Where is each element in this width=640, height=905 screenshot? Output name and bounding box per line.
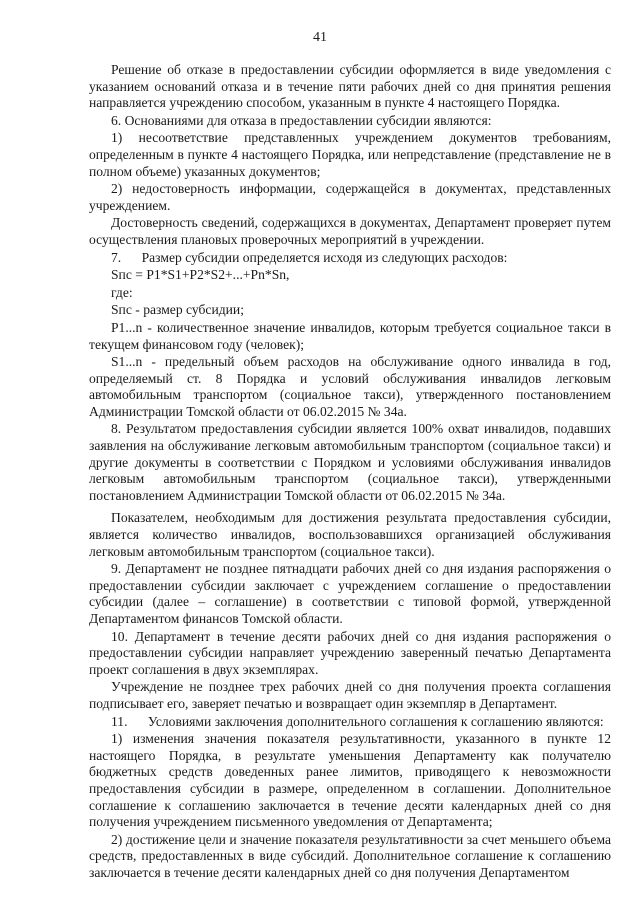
page-number: 41 — [313, 30, 327, 45]
paragraph-9: 9. Департамент не позднее пятнадцати рабочих дней со дня издания распоряжения о предоставлении субсидии заключает с учреждением соглашение о предоставлении субсидии (далее – соглашение) в соответствии с типовой формой, утвержденной Департаментом финансов Томской области. — [89, 561, 611, 626]
formula-def-s1n: S1...n - предельный объем расходов на обслуживание одного инвалида в год, определяемый ст. 8 Порядка и условий обслуживания инвалидов легковым автомобильным транспортом (социальное такси), утвержденного постановлением Администрации Томской области от 06.02.2015 № 34а. — [89, 354, 611, 419]
formula-def-s: Sпс - размер субсидии; — [111, 302, 244, 318]
paragraph-8: 8. Результатом предоставления субсидии является 100% охват инвалидов, подавших заявления на обслуживание легковым автомобильным транспортом (социальное такси) и другие документы в соответствии с Порядком и условиями обслуживания инвалидов легковым автомобильным транспортом (социальное такси), утвержденными постановлением Администрации Томской области от 06.02.2015 № 34а. — [89, 421, 611, 503]
paragraph-refusal-notice: Решение об отказе в предоставлении субсидии оформляется в виде уведомления с указанием оснований отказа и в течение пяти рабочих дней со дня принятия решения направляется учреждению способом, указанным в пункте 4 настоящего Порядка. — [89, 62, 611, 111]
paragraph-7-heading: 7. Размер субсидии определяется исходя из следующих расходов: — [111, 249, 508, 265]
paragraph-11-heading: 11. Условиями заключения дополнительного соглашения к соглашению являются: — [111, 713, 604, 729]
paragraph-11-item-1: 1) изменения значения показателя результативности, указанного в пункте 12 настоящего Порядка, в результате уменьшения Департаменту как получателю бюджетных средств доведенных ранее лимитов, приводящего к невозможности предоставления субсидии в размере, определенном в соглашении. Дополнительное соглашение к соглашению заключается в течение десяти календарных дней со дня получения учреждением письменного уведомления от Департамента; — [89, 731, 611, 830]
formula: Sпс = P1*S1+P2*S2+...+Pn*Sn, — [111, 267, 290, 283]
formula-where: где: — [111, 284, 133, 300]
paragraph-reliability-check: Достоверность сведений, содержащихся в документах, Департамент проверяет путем осуществления плановых проверочных мероприятий в учреждении. — [89, 215, 611, 247]
paragraph-10-return: Учреждение не позднее трех рабочих дней со дня получения проекта соглашения подписывает его, заверяет печатью и возвращает один экземпляр в Департамент. — [89, 679, 611, 711]
paragraph-6-item-1: 1) несоответствие представленных учреждением документов требованиям, определенным в пункте 4 настоящего Порядка, или непредставление (представление не в полном объеме) указанных документов; — [89, 130, 611, 179]
paragraph-6-heading: 6. Основаниями для отказа в предоставлении субсидии являются: — [111, 112, 492, 128]
paragraph-10: 10. Департамент в течение десяти рабочих дней со дня издания распоряжения о предоставлении субсидии направляет учреждению заверенный печатью Департамента проект соглашения в двух экземплярах. — [89, 628, 611, 677]
paragraph-6-item-2: 2) недостоверность информации, содержащейся в документах, представленных учреждением. — [89, 181, 611, 213]
paragraph-indicator: Показателем, необходимым для достижения результата предоставления субсидии, является количество инвалидов, воспользовавшихся организацией обслуживания легковым автомобильным транспортом (социальное такси). — [89, 510, 611, 559]
document-body — [89, 62, 611, 882]
paragraph-11-item-2: 2) достижение цели и значение показателя результативности за счет меньшего объема средств, предоставленных в виде субсидий. Дополнительное соглашение к соглашению заключается в течение десяти календарных дней со дня получения Департаментом — [89, 831, 611, 880]
formula-def-p: P1...n - количественное значение инвалидов, которым требуется социальное такси в текущем финансовом году (человек); — [89, 319, 611, 352]
